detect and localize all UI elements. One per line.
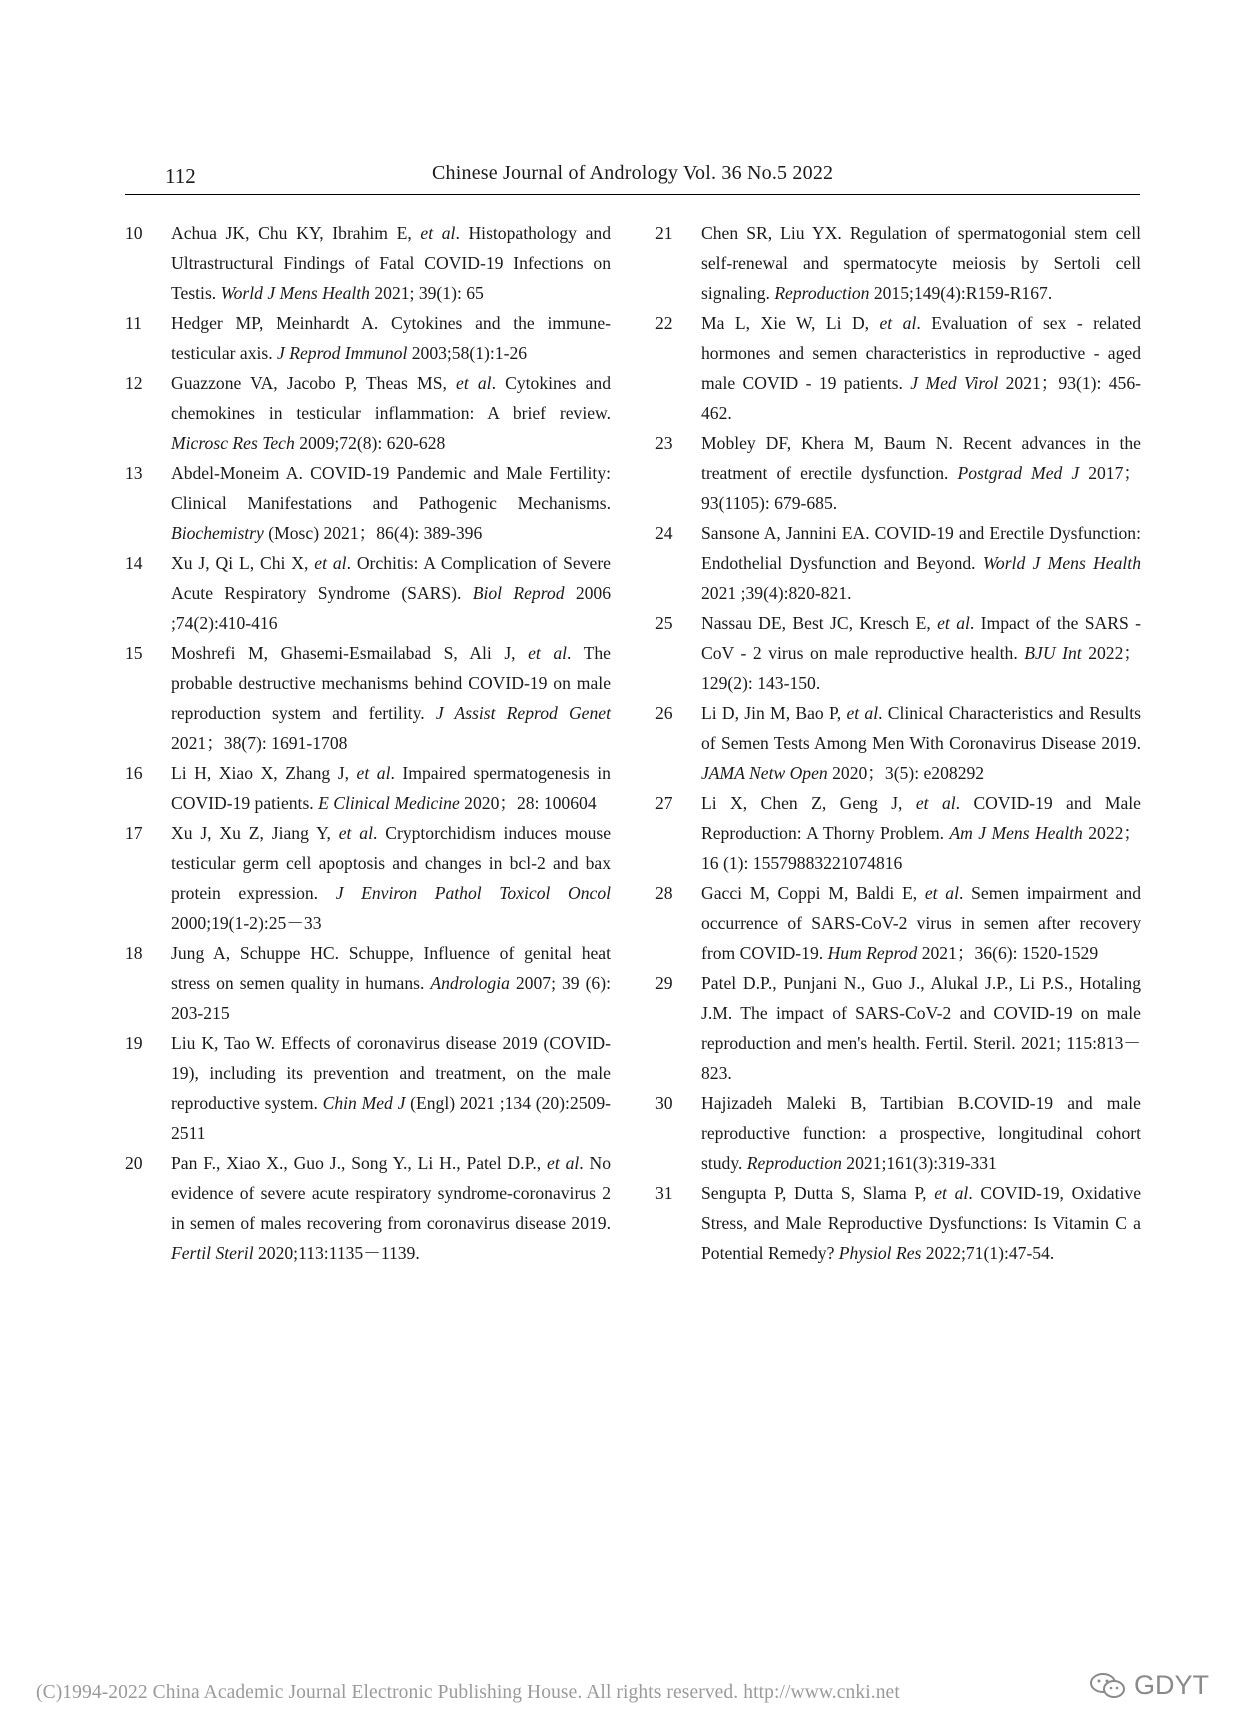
reference-entry xyxy=(125,818,611,938)
reference-entry xyxy=(125,308,611,368)
reference-entry xyxy=(655,608,1141,698)
reference-italic-segment: Am J Mens Health xyxy=(949,823,1083,843)
reference-segment: Achua JK, Chu KY, Ibrahim E, xyxy=(171,223,421,243)
reference-italic-segment: Physiol Res xyxy=(838,1243,922,1263)
reference-segment: 2020；3(5): e208292 xyxy=(827,763,985,783)
reference-text xyxy=(701,878,1141,968)
reference-segment: . COVID-19 and Male Reproduction: A Thorny Problem. xyxy=(701,793,1141,843)
reference-italic-segment: et al xyxy=(420,223,456,243)
references-right-column xyxy=(655,218,1141,1268)
reference-text xyxy=(171,818,611,938)
reference-segment: 2020;113:1135－1139. xyxy=(253,1243,420,1263)
reference-entry xyxy=(655,788,1141,878)
reference-number: 16 xyxy=(125,763,143,783)
reference-segment: 2017；93(1105): 679-685. xyxy=(701,463,1141,513)
reference-segment: 2020；28: 100604 xyxy=(459,793,597,813)
reference-segment: Jung A, Schuppe HC. Schuppe, Influence of genital heat stress on semen quality in humans. xyxy=(171,943,611,993)
reference-number: 12 xyxy=(125,373,143,393)
reference-entry xyxy=(125,458,611,548)
reference-segment: Li D, Jin M, Bao P, xyxy=(701,703,847,723)
reference-segment: . Cryptorchidism induces mouse testicular germ cell apoptosis and changes in bcl-2 and bax protein expression. xyxy=(171,823,612,903)
reference-text xyxy=(701,428,1141,518)
reference-entry xyxy=(125,548,611,638)
reference-number: 24 xyxy=(655,523,673,543)
reference-entry xyxy=(125,938,611,1028)
reference-segment: . Impaired spermatogenesis in COVID-19 patients. xyxy=(171,763,611,813)
reference-text xyxy=(701,1088,1141,1178)
reference-italic-segment: Fertil Steril xyxy=(171,1243,254,1263)
reference-segment: 2009;72(8): 620-628 xyxy=(294,433,446,453)
reference-text xyxy=(171,1028,611,1148)
reference-text xyxy=(701,788,1141,878)
reference-italic-segment: et al xyxy=(915,793,956,813)
reference-segment: Gacci M, Coppi M, Baldi E, xyxy=(701,883,925,903)
reference-entry xyxy=(655,518,1141,608)
reference-italic-segment: E Clinical Medicine xyxy=(318,793,460,813)
watermark-text: GDYT xyxy=(1134,1670,1210,1700)
reference-entry xyxy=(655,1088,1141,1178)
reference-number: 20 xyxy=(125,1153,143,1173)
reference-segment: 2022；129(2): 143-150. xyxy=(701,643,1141,693)
reference-segment: Li H, Xiao X, Zhang J, xyxy=(171,763,357,783)
reference-entry xyxy=(125,218,611,308)
reference-text xyxy=(701,308,1141,428)
reference-number: 27 xyxy=(655,793,673,813)
wechat-icon xyxy=(1088,1671,1128,1701)
reference-segment: 2021 ;39(4):820-821. xyxy=(701,583,852,603)
reference-entry xyxy=(125,1148,611,1268)
reference-italic-segment: et al xyxy=(456,373,492,393)
reference-italic-segment: Postgrad Med J xyxy=(957,463,1080,483)
reference-text xyxy=(701,698,1141,788)
reference-number: 15 xyxy=(125,643,143,663)
reference-segment: . Histopathology and Ultrastructural Findings of Fatal COVID-19 Infections on Testis. xyxy=(171,223,612,303)
reference-text xyxy=(701,968,1141,1088)
reference-entry xyxy=(655,968,1141,1088)
reference-entry xyxy=(655,1178,1141,1268)
reference-italic-segment: World J Mens Health xyxy=(982,553,1141,573)
reference-segment: 2021；36(6): 1520-1529 xyxy=(917,943,1099,963)
reference-text xyxy=(701,218,1141,308)
reference-segment: Abdel-Moneim A. COVID-19 Pandemic and Male Fertility: Clinical Manifestations and Pathogenic Mechanisms. xyxy=(171,463,611,513)
reference-segment: 2021；93(1): 456-462. xyxy=(701,373,1142,423)
reference-number: 14 xyxy=(125,553,143,573)
reference-italic-segment: Chin Med J xyxy=(322,1093,406,1113)
reference-text xyxy=(171,368,611,458)
page-number: 112 xyxy=(165,164,196,188)
reference-text xyxy=(171,308,611,368)
watermark xyxy=(1088,1670,1209,1701)
reference-segment: 2006 ;74(2):410-416 xyxy=(171,583,612,633)
reference-segment: Li X, Chen Z, Geng J, xyxy=(701,793,916,813)
reference-italic-segment: et al xyxy=(937,613,970,633)
copyright-footer: (C)1994-2022 China Academic Journal Electronic Publishing House. All rights reserved. http://www.cnki.net xyxy=(36,1682,900,1703)
reference-italic-segment: Microsc Res Tech xyxy=(171,433,295,453)
reference-entry xyxy=(125,1028,611,1148)
reference-segment: Nassau DE, Best JC, Kresch E, xyxy=(701,613,938,633)
reference-italic-segment: Reproduction xyxy=(774,283,870,303)
reference-segment: Hajizadeh Maleki B, Tartibian B.COVID-19 and male reproductive function: a prospective, longitudinal cohort study. xyxy=(701,1093,1141,1173)
reference-italic-segment: et al xyxy=(356,763,391,783)
reference-italic-segment: J Environ Pathol Toxicol Oncol xyxy=(335,883,611,903)
reference-italic-segment: Biochemistry xyxy=(171,523,264,543)
reference-segment: 2021;161(3):319-331 xyxy=(841,1153,997,1173)
reference-text xyxy=(701,608,1141,698)
reference-number: 21 xyxy=(655,223,673,243)
reference-segment: Guazzone VA, Jacobo P, Theas MS, xyxy=(171,373,457,393)
reference-entry xyxy=(125,368,611,458)
reference-number: 17 xyxy=(125,823,143,843)
references-left-column xyxy=(125,218,611,1268)
reference-segment: Xu J, Qi L, Chi X, xyxy=(171,553,315,573)
reference-italic-segment: Biol Reprod xyxy=(472,583,565,603)
reference-segment: . COVID-19, Oxidative Stress, and Male Reproductive Dysfunctions: Is Vitamin C a Potential Remedy? xyxy=(701,1183,1142,1263)
reference-segment: 2021; 39(1): 65 xyxy=(369,283,484,303)
reference-italic-segment: J Assist Reprod Genet xyxy=(435,703,611,723)
reference-text xyxy=(701,1178,1141,1268)
reference-italic-segment: JAMA Netw Open xyxy=(701,763,828,783)
reference-entry xyxy=(655,878,1141,968)
reference-text xyxy=(171,758,611,818)
reference-segment: (Mosc) 2021；86(4): 389-396 xyxy=(263,523,483,543)
reference-number: 30 xyxy=(655,1093,673,1113)
reference-italic-segment: J Med Virol xyxy=(910,373,999,393)
reference-number: 13 xyxy=(125,463,143,483)
reference-segment: 2015;149(4):R159-R167. xyxy=(869,283,1053,303)
reference-segment: Pan F., Xiao X., Guo J., Song Y., Li H., Patel D.P., xyxy=(171,1153,548,1173)
reference-segment: . Semen impairment and occurrence of SARS-CoV-2 virus in semen after recovery from COVID-19. xyxy=(701,883,1141,963)
page-header xyxy=(125,158,1140,195)
reference-number: 10 xyxy=(125,223,143,243)
reference-entry xyxy=(125,758,611,818)
reference-text xyxy=(171,938,611,1028)
reference-text xyxy=(701,518,1141,608)
reference-segment: 2003;58(1):1-26 xyxy=(407,343,528,363)
reference-number: 11 xyxy=(125,313,142,333)
reference-text xyxy=(171,548,611,638)
reference-entry xyxy=(655,698,1141,788)
reference-number: 25 xyxy=(655,613,673,633)
reference-segment: . No evidence of severe acute respiratory syndrome-coronavirus 2 in semen of males recovering from coronavirus disease 2019. xyxy=(171,1153,612,1233)
reference-number: 31 xyxy=(655,1183,673,1203)
reference-segment: Hedger MP, Meinhardt A. Cytokines and the immune-testicular axis. xyxy=(171,313,611,363)
reference-segment: Ma L, Xie W, Li D, xyxy=(701,313,880,333)
reference-entry xyxy=(655,218,1141,308)
reference-segment: Chen SR, Liu YX. Regulation of spermatogonial stem cell self-renewal and spermatocyte meiosis by Sertoli cell signaling. xyxy=(701,223,1141,303)
reference-italic-segment: Andrologia xyxy=(430,973,510,993)
reference-segment: . Impact of the SARS - CoV - 2 virus on male reproductive health. xyxy=(701,613,1142,663)
reference-segment: Sansone A, Jannini EA. COVID-19 and Erectile Dysfunction: Endothelial Dysfunction and Beyond. xyxy=(701,523,1141,573)
reference-segment: 2022；16 (1): 15579883221074816 xyxy=(701,823,1142,873)
reference-segment: . Cytokines and chemokines in testicular inflammation: A brief review. xyxy=(171,373,612,423)
reference-segment: Xu J, Xu Z, Jiang Y, xyxy=(171,823,339,843)
reference-italic-segment: et al xyxy=(528,643,568,663)
reference-segment: . Evaluation of sex - related hormones and semen characteristics in reproductive - aged male COVID - 19 patients. xyxy=(701,313,1142,393)
reference-segment: . Orchitis: A Complication of Severe Acute Respiratory Syndrome (SARS). xyxy=(171,553,611,603)
reference-number: 19 xyxy=(125,1033,143,1053)
reference-text xyxy=(171,218,611,308)
reference-italic-segment: et al xyxy=(338,823,373,843)
reference-italic-segment: et al xyxy=(547,1153,580,1173)
reference-segment: 2000;19(1-2):25－33 xyxy=(171,913,322,933)
reference-segment: . Clinical Characteristics and Results of Semen Tests Among Men With Coronavirus Disease 2019. xyxy=(701,703,1142,753)
reference-segment: . The probable destructive mechanisms behind COVID-19 on male reproduction system and fertility. xyxy=(171,643,611,723)
reference-segment: 2022;71(1):47-54. xyxy=(921,1243,1055,1263)
reference-number: 28 xyxy=(655,883,673,903)
reference-italic-segment: et al xyxy=(934,1183,969,1203)
reference-segment: Sengupta P, Dutta S, Slama P, xyxy=(701,1183,935,1203)
reference-italic-segment: et al xyxy=(314,553,347,573)
reference-segment: Mobley DF, Khera M, Baum N. Recent advances in the treatment of erectile dysfunction. xyxy=(701,433,1141,483)
reference-segment: Patel D.P., Punjani N., Guo J., Alukal J.P., Li P.S., Hotaling J.M. The impact of SARS-CoV-2 and COVID-19 on male reproduction and men's health. Fertil. Steril. 2021; 115:813－823. xyxy=(701,973,1141,1083)
reference-number: 22 xyxy=(655,313,673,333)
reference-segment: 2021；38(7): 1691-1708 xyxy=(171,733,348,753)
reference-segment: Moshrefi M, Ghasemi-Esmailabad S, Ali J, xyxy=(171,643,529,663)
reference-segment: 2007; 39 (6): 203-215 xyxy=(171,973,611,1023)
reference-number: 23 xyxy=(655,433,673,453)
reference-number: 18 xyxy=(125,943,143,963)
reference-italic-segment: et al xyxy=(846,703,879,723)
reference-italic-segment: et al xyxy=(924,883,959,903)
reference-text xyxy=(171,1148,611,1268)
reference-number: 26 xyxy=(655,703,673,723)
reference-italic-segment: Reproduction xyxy=(746,1153,842,1173)
reference-entry xyxy=(655,308,1141,428)
reference-italic-segment: J Reprod Immunol xyxy=(277,343,408,363)
reference-segment: Liu K, Tao W. Effects of coronavirus disease 2019 (COVID-19), including its prevention and treatment, on the male reproductive system. xyxy=(171,1033,611,1113)
reference-segment: (Engl) 2021 ;134 (20):2509-2511 xyxy=(171,1093,611,1143)
reference-italic-segment: et al xyxy=(879,313,917,333)
reference-text xyxy=(171,638,611,758)
reference-italic-segment: World J Mens Health xyxy=(220,283,370,303)
reference-entry xyxy=(125,638,611,758)
reference-italic-segment: Hum Reprod xyxy=(827,943,918,963)
journal-title: Chinese Journal of Andrology Vol. 36 No.5 2022 xyxy=(432,162,834,184)
reference-italic-segment: BJU Int xyxy=(1024,643,1082,663)
reference-entry xyxy=(655,428,1141,518)
reference-number: 29 xyxy=(655,973,673,993)
reference-text xyxy=(171,458,611,548)
